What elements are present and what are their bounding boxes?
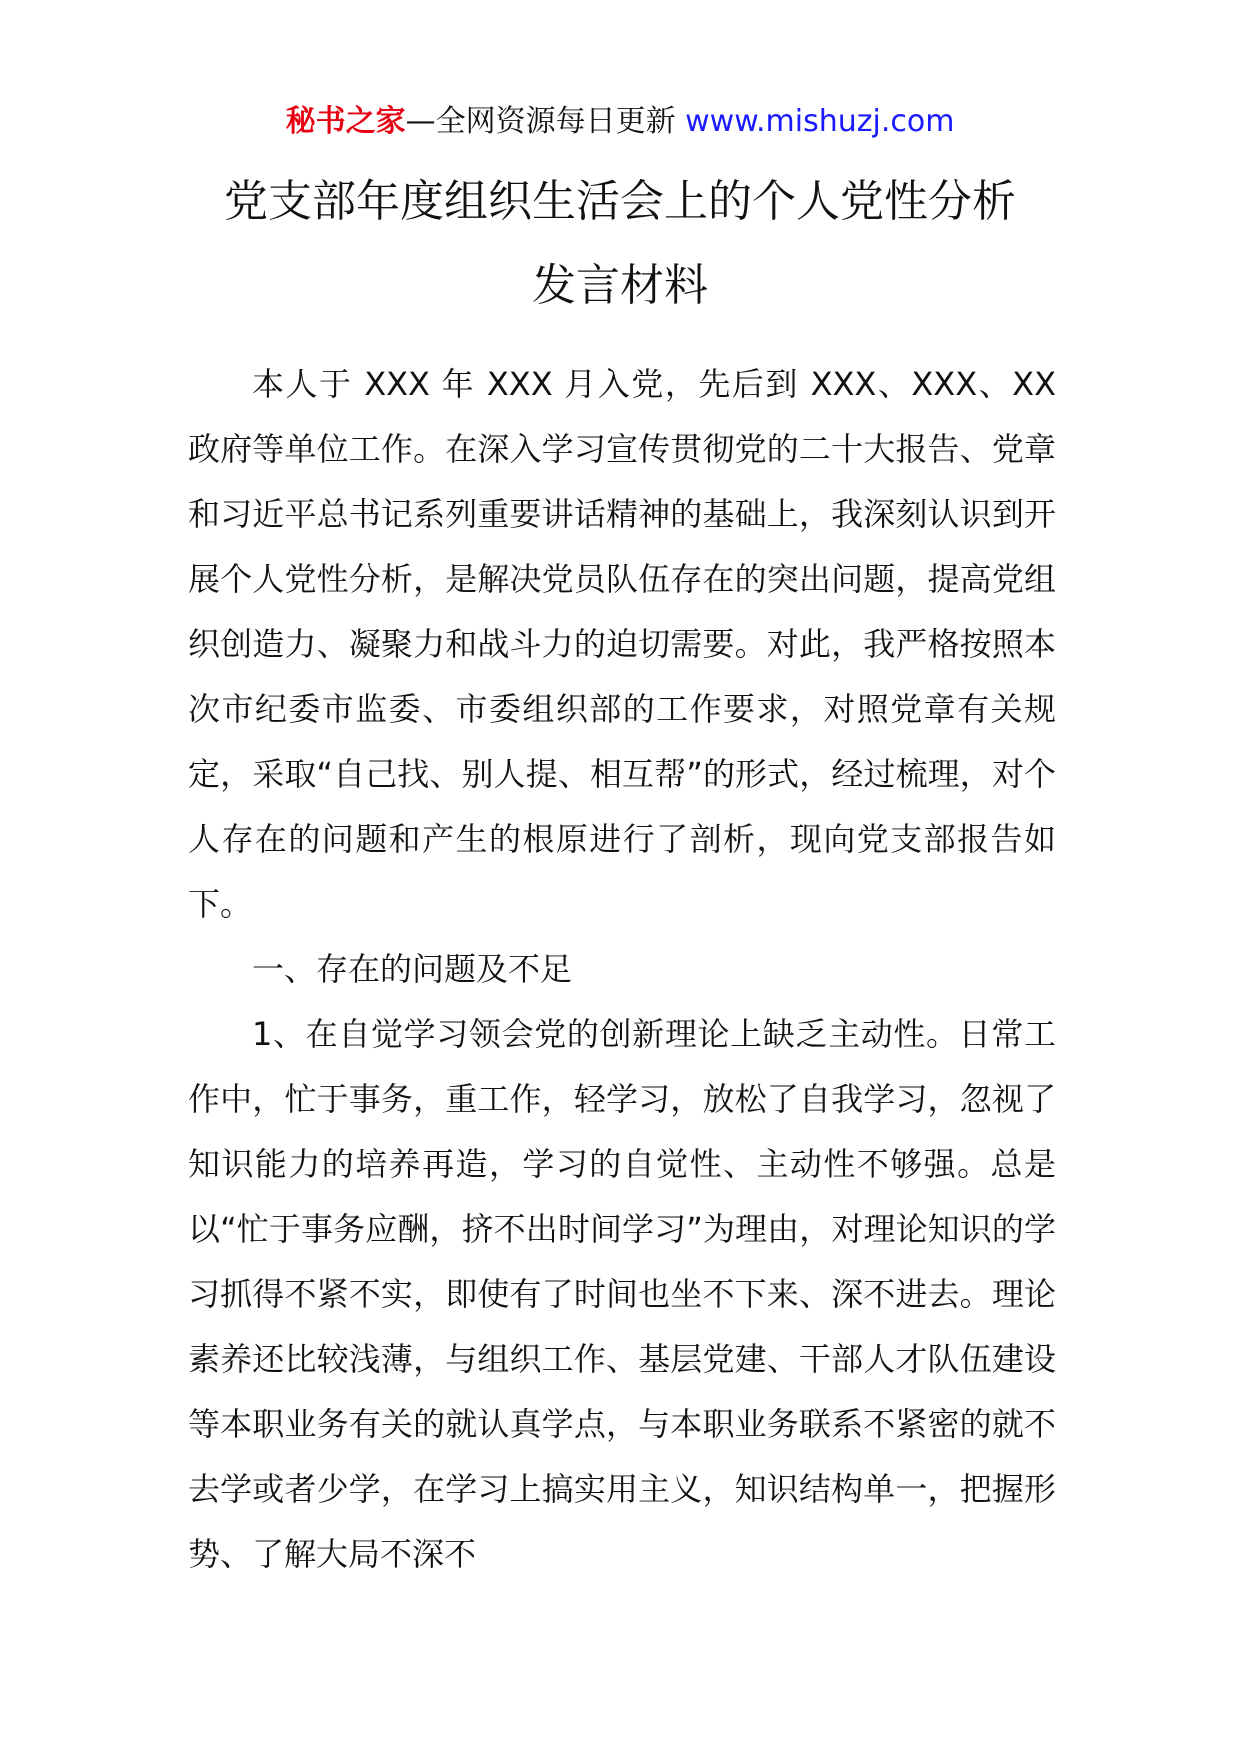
header-tagline: —全网资源每日更新 (405, 104, 686, 139)
section-heading: 一、存在的问题及不足 (252, 950, 573, 988)
document-body (188, 352, 1056, 1587)
title-line-1: 党支部年度组织生活会上的个人党性分析 (224, 176, 1016, 227)
title-line-2: 发言材料 (532, 260, 708, 311)
point-1-paragraph: 1、在自觉学习领会党的创新理论上缺乏主动性。日常工作中，忙于事务，重工作，轻学习，放松了自我学习，忽视了知识能力的培养再造，学习的自觉性、主动性不够强。总是以“忙于事务应酬，挤不出时间学习”为理由，对理论知识的学习抓得不紧不实，即使有了时间也坐不下来、深不进去。理论素养还比较浅薄，与组织工作、基层党建、干部人才队伍建设等本职业务有关的就认真学点，与本职业务联系不紧密的就不去学或者少学，在学习上搞实用主义，知识结构单一，把握形势、了解大局不深不 (188, 1015, 1056, 1573)
document-title (0, 160, 1240, 328)
site-url-link[interactable]: www.mishuzj.com (685, 104, 955, 139)
site-header (0, 100, 1240, 144)
brand-name: 秘书之家 (285, 104, 406, 139)
intro-paragraph: 本人于 XXX 年 XXX 月入党，先后到 XXX、XXX、XX 政府等单位工作。在深入学习宣传贯彻党的二十大报告、党章和习近平总书记系列重要讲话精神的基础上，我深刻认识到开展个人党性分析，是解决党员队伍存在的突出问题，提高党组织创造力、凝聚力和战斗力的迫切需要。对此，我严格按照本次市纪委市监委、市委组织部的工作要求，对照党章有关规定，采取“自己找、别人提、相互帮”的形式，经过梳理，对个人存在的问题和产生的根原进行了剖析，现向党支部报告如下。 (188, 365, 1056, 923)
